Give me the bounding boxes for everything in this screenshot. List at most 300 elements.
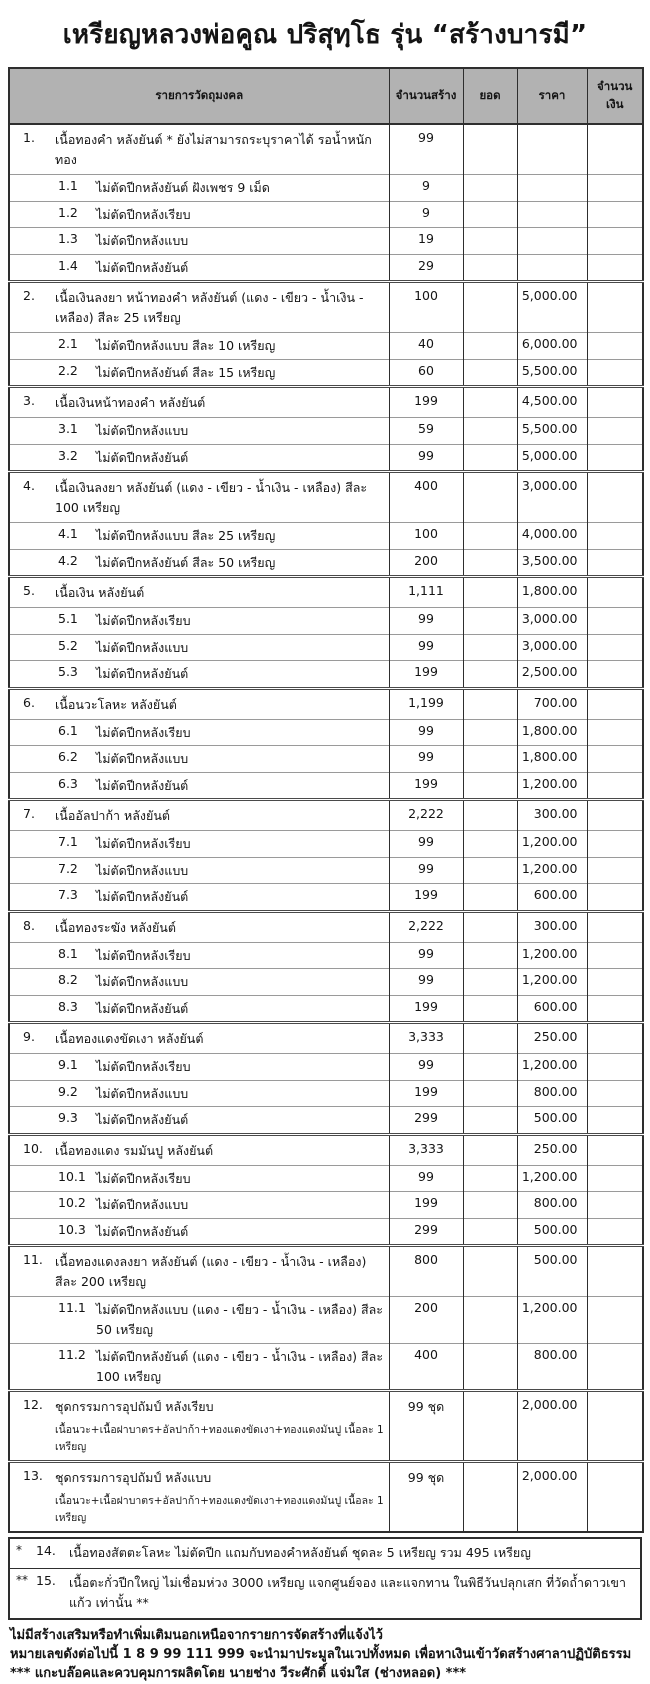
item-text: ไม่ตัดปีกหลังเรียบ bbox=[96, 613, 191, 628]
total-cell bbox=[463, 772, 517, 800]
item-text: ไม่ตัดปีกหลังยันต์ bbox=[96, 777, 189, 793]
quantity-cell: 99 bbox=[389, 746, 463, 773]
price-cell: 1,200.00 bbox=[517, 831, 587, 858]
item-description-cell bbox=[9, 1343, 389, 1391]
item-number: 3.2 bbox=[58, 447, 78, 463]
item-number: 6.2 bbox=[58, 749, 78, 764]
table-row bbox=[9, 800, 643, 831]
table-row bbox=[9, 1107, 643, 1135]
item-number: 8. bbox=[23, 917, 35, 933]
quantity-cell: 199 bbox=[389, 995, 463, 1023]
quantity-cell: 200 bbox=[389, 549, 463, 577]
item-description-cell bbox=[9, 995, 389, 1023]
item-description-cell bbox=[9, 746, 389, 773]
item-number: 7.3 bbox=[58, 887, 78, 902]
amount-cell bbox=[587, 1462, 643, 1533]
item-text: ไม่ตัดปีกหลังแบบ bbox=[96, 639, 189, 655]
amount-cell bbox=[587, 523, 643, 550]
price-cell: 300.00 bbox=[517, 800, 587, 831]
item-description-cell bbox=[9, 661, 389, 689]
price-cell: 6,000.00 bbox=[517, 333, 587, 360]
item-text: ไม่ตัดปีกหลังแบบ สีละ 25 เหรียญ bbox=[96, 528, 276, 543]
item-text: เนื้อทองคำ หลังยันต์ * ยังไม่สามารถระบุราคาได้ รอน้ำหนักทอง bbox=[55, 132, 372, 167]
amount-cell bbox=[587, 1165, 643, 1192]
price-cell: 4,500.00 bbox=[517, 387, 587, 418]
price-cell: 5,500.00 bbox=[517, 418, 587, 445]
item-description-cell bbox=[9, 969, 389, 996]
table-row bbox=[9, 1080, 643, 1107]
total-cell bbox=[463, 549, 517, 577]
note-line: หมายเลขดังต่อไปนี้ 1 8 9 99 111 999 จะนำมาประมูลในเวปทั้งหมด เพื่อหาเงินเข้าวัดสร้างศาลาปฏิบัติธรรม bbox=[10, 1646, 632, 1662]
item-description-cell bbox=[9, 577, 389, 608]
amount-cell bbox=[587, 1218, 643, 1246]
amount-cell bbox=[587, 549, 643, 577]
quantity-cell: 800 bbox=[389, 1246, 463, 1297]
item-number: 4.2 bbox=[58, 552, 78, 568]
item-number: 5.3 bbox=[58, 664, 78, 679]
item-description-cell bbox=[9, 523, 389, 550]
amount-cell bbox=[587, 359, 643, 387]
item-text: เนื้อนวะโลหะ หลังยันต์ bbox=[55, 696, 177, 712]
item-description-cell bbox=[9, 124, 389, 175]
item-text: ไม่ตัดปีกหลังแบบ bbox=[96, 974, 189, 989]
price-cell: 250.00 bbox=[517, 1134, 587, 1165]
amount-cell bbox=[587, 175, 643, 202]
table-row bbox=[9, 1218, 643, 1246]
amount-cell bbox=[587, 254, 643, 282]
total-cell bbox=[463, 1054, 517, 1081]
amount-cell bbox=[587, 472, 643, 523]
table-row bbox=[9, 254, 643, 282]
table-row bbox=[9, 857, 643, 884]
item-text: เนื้อเงินลงยา หน้าทองคำ หลังยันต์ (แดง - เขียว - น้ำเงิน - เหลือง) สีละ 25 เหรียญ bbox=[55, 290, 364, 325]
price-cell: 3,000.00 bbox=[517, 608, 587, 635]
price-cell: 700.00 bbox=[517, 688, 587, 719]
item-number: 7.1 bbox=[58, 834, 78, 849]
amount-cell bbox=[587, 1080, 643, 1107]
item-text: ไม่ตัดปีกหลังแบบ (แดง - เขียว - น้ำเงิน - เหลือง) สีละ 50 เหรียญ bbox=[96, 1302, 383, 1337]
quantity-cell: 100 bbox=[389, 523, 463, 550]
table-row bbox=[9, 1134, 643, 1165]
item-description-cell bbox=[9, 1218, 389, 1246]
total-cell bbox=[463, 1297, 517, 1344]
total-cell bbox=[463, 1165, 517, 1192]
table-row bbox=[9, 1391, 643, 1462]
item-number: 11.1 bbox=[58, 1300, 86, 1315]
item-number: 5.2 bbox=[58, 637, 78, 653]
price-cell: 2,500.00 bbox=[517, 661, 587, 689]
item-text: ไม่ตัดปีกหลังแบบ bbox=[96, 233, 189, 248]
quantity-cell: 99 bbox=[389, 634, 463, 661]
table-row bbox=[9, 124, 643, 175]
item-text: ไม่ตัดปีกหลังยันต์ สีละ 15 เหรียญ bbox=[96, 364, 276, 380]
quantity-cell: 200 bbox=[389, 1297, 463, 1344]
total-cell bbox=[463, 634, 517, 661]
quantity-cell: 99 bbox=[389, 831, 463, 858]
amount-cell bbox=[587, 228, 643, 255]
price-cell: 500.00 bbox=[517, 1218, 587, 1246]
total-cell bbox=[463, 282, 517, 333]
table-row bbox=[9, 1054, 643, 1081]
total-cell bbox=[463, 124, 517, 175]
amount-cell bbox=[587, 746, 643, 773]
amount-cell bbox=[587, 1023, 643, 1054]
footnote-mark: * bbox=[16, 1543, 22, 1557]
total-cell bbox=[463, 523, 517, 550]
quantity-cell: 2,222 bbox=[389, 800, 463, 831]
column-header-quantity: จำนวนสร้าง bbox=[389, 68, 463, 124]
amulet-price-table bbox=[8, 67, 644, 1533]
item-text: เนื้อเงินลงยา หลังยันต์ (แดง - เขียว - น้ำเงิน - เหลือง) สีละ 100 เหรียญ bbox=[55, 480, 368, 515]
table-row bbox=[9, 661, 643, 689]
table-row bbox=[9, 228, 643, 255]
quantity-cell: 9 bbox=[389, 175, 463, 202]
item-number: 13. bbox=[23, 1468, 43, 1483]
price-cell: 1,800.00 bbox=[517, 719, 587, 746]
item-text: เนื้อทองแดง รมมันปู หลังยันต์ bbox=[55, 1142, 214, 1158]
item-description-cell bbox=[9, 359, 389, 387]
item-description-cell bbox=[9, 772, 389, 800]
amount-cell bbox=[587, 884, 643, 912]
total-cell bbox=[463, 800, 517, 831]
item-number: 9.3 bbox=[58, 1110, 78, 1125]
item-description-cell bbox=[9, 1080, 389, 1107]
total-cell bbox=[463, 387, 517, 418]
item-text: ไม่ตัดปีกหลังแบบ bbox=[96, 751, 189, 766]
total-cell bbox=[463, 359, 517, 387]
total-cell bbox=[463, 1023, 517, 1054]
table-row bbox=[9, 1462, 643, 1533]
total-cell bbox=[463, 942, 517, 969]
total-cell bbox=[463, 1192, 517, 1219]
item-text: เนื้อทองระฆัง หลังยันต์ bbox=[55, 919, 176, 935]
item-number: 6.3 bbox=[58, 775, 78, 791]
price-cell: 4,000.00 bbox=[517, 523, 587, 550]
quantity-cell: 9 bbox=[389, 201, 463, 228]
amount-cell bbox=[587, 201, 643, 228]
price-cell: 600.00 bbox=[517, 995, 587, 1023]
column-header-total: ยอด bbox=[463, 68, 517, 124]
price-cell: 500.00 bbox=[517, 1107, 587, 1135]
item-number: 1.2 bbox=[58, 204, 78, 220]
total-cell bbox=[463, 911, 517, 942]
total-cell bbox=[463, 228, 517, 255]
total-cell bbox=[463, 201, 517, 228]
quantity-cell: 400 bbox=[389, 472, 463, 523]
amount-cell bbox=[587, 1107, 643, 1135]
total-cell bbox=[463, 688, 517, 719]
item-number: 3. bbox=[23, 393, 35, 408]
item-description-cell bbox=[9, 201, 389, 228]
item-description-cell bbox=[9, 1134, 389, 1165]
footnote-number: 14. bbox=[36, 1543, 56, 1558]
total-cell bbox=[463, 995, 517, 1023]
table-row bbox=[9, 472, 643, 523]
column-header-amount: จำนวนเงิน bbox=[587, 68, 643, 124]
total-cell bbox=[463, 831, 517, 858]
item-description-cell bbox=[9, 1192, 389, 1219]
item-description-cell bbox=[9, 1297, 389, 1344]
quantity-cell: 199 bbox=[389, 387, 463, 418]
item-number: 9.1 bbox=[58, 1057, 78, 1072]
table-row bbox=[9, 1343, 643, 1391]
table-row bbox=[9, 688, 643, 719]
footnote-box bbox=[8, 1537, 642, 1620]
item-number: 12. bbox=[23, 1397, 43, 1412]
table-row bbox=[9, 884, 643, 912]
quantity-cell: 299 bbox=[389, 1218, 463, 1246]
note-line: *** แกะบล๊อคและควบคุมการผลิตโดย นายช่าง วีระศักดิ์ แจ่มใส (ช่างหลอด) *** bbox=[10, 1665, 467, 1681]
amount-cell bbox=[587, 1246, 643, 1297]
item-number: 10.1 bbox=[58, 1168, 86, 1184]
item-number: 3.1 bbox=[58, 421, 78, 436]
item-number: 6.1 bbox=[58, 722, 78, 738]
quantity-cell: 99 bbox=[389, 124, 463, 175]
item-number: 6. bbox=[23, 694, 35, 710]
item-description-cell bbox=[9, 608, 389, 635]
amount-cell bbox=[587, 444, 643, 472]
quantity-cell: 99 bbox=[389, 969, 463, 996]
item-text: ไม่ตัดปีกหลังเรียบ bbox=[96, 836, 191, 851]
item-text: ชุดกรรมการอุปถัมป์ หลังเรียบ bbox=[55, 1399, 214, 1414]
table-body bbox=[9, 124, 643, 1532]
price-cell: 2,000.00 bbox=[517, 1391, 587, 1462]
item-number: 9.2 bbox=[58, 1083, 78, 1099]
price-cell: 800.00 bbox=[517, 1192, 587, 1219]
item-number: 11.2 bbox=[58, 1346, 86, 1362]
footnote-number: 15. bbox=[36, 1573, 56, 1588]
quantity-cell: 99 bbox=[389, 857, 463, 884]
price-cell: 1,800.00 bbox=[517, 746, 587, 773]
price-cell: 3,000.00 bbox=[517, 472, 587, 523]
total-cell bbox=[463, 418, 517, 445]
item-text: ไม่ตัดปีกหลังยันต์ (แดง - เขียว - น้ำเงิน - เหลือง) สีละ 100 เหรียญ bbox=[96, 1348, 384, 1384]
item-text: ไม่ตัดปีกหลังแบบ bbox=[96, 1085, 189, 1101]
item-number: 4.1 bbox=[58, 526, 78, 541]
total-cell bbox=[463, 254, 517, 282]
item-text: ไม่ตัดปีกหลังยันต์ bbox=[96, 666, 189, 681]
table-row bbox=[9, 1192, 643, 1219]
price-cell: 1,200.00 bbox=[517, 1054, 587, 1081]
amount-cell bbox=[587, 1192, 643, 1219]
amount-cell bbox=[587, 661, 643, 689]
item-description-cell bbox=[9, 387, 389, 418]
price-cell bbox=[517, 124, 587, 175]
price-cell: 2,000.00 bbox=[517, 1462, 587, 1533]
quantity-cell: 40 bbox=[389, 333, 463, 360]
quantity-cell: 59 bbox=[389, 418, 463, 445]
item-number: 8.3 bbox=[58, 998, 78, 1014]
column-header-description: รายการวัดถุมงคล bbox=[9, 68, 389, 124]
quantity-cell: 60 bbox=[389, 359, 463, 387]
item-number: 2.2 bbox=[58, 362, 78, 378]
amount-cell bbox=[587, 1297, 643, 1344]
amount-cell bbox=[587, 1343, 643, 1391]
table-row bbox=[9, 719, 643, 746]
amount-cell bbox=[587, 719, 643, 746]
item-number: 7.2 bbox=[58, 860, 78, 876]
quantity-cell: 400 bbox=[389, 1343, 463, 1391]
table-row bbox=[9, 418, 643, 445]
total-cell bbox=[463, 1080, 517, 1107]
item-text: ไม่ตัดปีกหลังยันต์ ฝังเพชร 9 เม็ด bbox=[96, 180, 270, 195]
quantity-cell: 1,199 bbox=[389, 688, 463, 719]
table-row bbox=[9, 523, 643, 550]
total-cell bbox=[463, 969, 517, 996]
table-row bbox=[9, 942, 643, 969]
item-text: เนื้อทองแดงลงยา หลังยันต์ (แดง - เขียว - น้ำเงิน - เหลือง) สีละ 200 เหรียญ bbox=[55, 1254, 367, 1289]
quantity-cell: 29 bbox=[389, 254, 463, 282]
item-subtext: เนื้อนวะ+เนื้อฝาบาตร+อัลปาก้า+ทองแดงขัดเงา+ทองแดงมันปู เนื้อละ 1 เหรียญ bbox=[55, 1424, 384, 1453]
price-cell: 5,000.00 bbox=[517, 444, 587, 472]
item-number: 1.4 bbox=[58, 257, 78, 273]
price-cell bbox=[517, 201, 587, 228]
amount-cell bbox=[587, 608, 643, 635]
item-text: ไม่ตัดปีกหลังยันต์ bbox=[96, 1112, 189, 1127]
table-row bbox=[9, 746, 643, 773]
amount-cell bbox=[587, 772, 643, 800]
table-row bbox=[9, 1165, 643, 1192]
quantity-cell: 99 bbox=[389, 942, 463, 969]
item-number: 5.1 bbox=[58, 611, 78, 626]
item-description-cell bbox=[9, 444, 389, 472]
item-description-cell bbox=[9, 1246, 389, 1297]
item-description-cell bbox=[9, 418, 389, 445]
total-cell bbox=[463, 884, 517, 912]
total-cell bbox=[463, 661, 517, 689]
price-cell bbox=[517, 175, 587, 202]
total-cell bbox=[463, 333, 517, 360]
total-cell bbox=[463, 608, 517, 635]
item-text: ไม่ตัดปีกหลังแบบ bbox=[96, 862, 189, 878]
item-number: 10. bbox=[23, 1140, 43, 1156]
amount-cell bbox=[587, 387, 643, 418]
item-text: ไม่ตัดปีกหลังเรียบ bbox=[96, 724, 191, 740]
table-header bbox=[9, 68, 643, 124]
item-description-cell bbox=[9, 911, 389, 942]
item-description-cell bbox=[9, 1462, 389, 1533]
price-cell: 1,200.00 bbox=[517, 969, 587, 996]
table-row bbox=[9, 359, 643, 387]
table-row bbox=[9, 608, 643, 635]
item-number: 8.2 bbox=[58, 972, 78, 987]
item-description-cell bbox=[9, 800, 389, 831]
item-description-cell bbox=[9, 254, 389, 282]
page-title: เหรียญหลวงพ่อคูณ ปริสุทฺโธ รุ่น “สร้างบารมี” bbox=[62, 20, 588, 50]
total-cell bbox=[463, 1246, 517, 1297]
total-cell bbox=[463, 719, 517, 746]
total-cell bbox=[463, 1343, 517, 1391]
item-number: 1.1 bbox=[58, 178, 78, 193]
item-text: เนื้อเงินหน้าทองคำ หลังยันต์ bbox=[55, 395, 206, 410]
table-row bbox=[9, 1023, 643, 1054]
quantity-cell: 3,333 bbox=[389, 1023, 463, 1054]
table-row bbox=[9, 831, 643, 858]
quantity-cell: 19 bbox=[389, 228, 463, 255]
item-description-cell bbox=[9, 1054, 389, 1081]
amount-cell bbox=[587, 857, 643, 884]
item-number: 11. bbox=[23, 1252, 43, 1267]
quantity-cell: 1,111 bbox=[389, 577, 463, 608]
quantity-cell: 99 bbox=[389, 719, 463, 746]
total-cell bbox=[463, 175, 517, 202]
item-number: 1.3 bbox=[58, 231, 78, 246]
table-row bbox=[9, 175, 643, 202]
item-number: 2.1 bbox=[58, 336, 78, 351]
amount-cell bbox=[587, 577, 643, 608]
quantity-cell: 100 bbox=[389, 282, 463, 333]
quantity-cell: 99 bbox=[389, 1054, 463, 1081]
item-description-cell bbox=[9, 175, 389, 202]
item-text: ไม่ตัดปีกหลังยันต์ bbox=[96, 889, 189, 904]
table-row bbox=[9, 282, 643, 333]
quantity-cell: 99 ชุด bbox=[389, 1391, 463, 1462]
quantity-cell: 199 bbox=[389, 772, 463, 800]
item-number: 1. bbox=[23, 130, 35, 145]
quantity-cell: 199 bbox=[389, 884, 463, 912]
price-cell: 1,200.00 bbox=[517, 857, 587, 884]
item-text: ไม่ตัดปีกหลังแบบ bbox=[96, 423, 189, 438]
item-description-cell bbox=[9, 333, 389, 360]
item-number: 4. bbox=[23, 478, 35, 493]
footnote-mark: ** bbox=[16, 1573, 28, 1587]
table-row bbox=[9, 577, 643, 608]
total-cell bbox=[463, 577, 517, 608]
item-number: 8.1 bbox=[58, 945, 78, 961]
quantity-cell: 3,333 bbox=[389, 1134, 463, 1165]
item-text: ชุดกรรมการอุปถัมป์ หลังแบบ bbox=[55, 1470, 212, 1485]
price-cell: 500.00 bbox=[517, 1246, 587, 1297]
total-cell bbox=[463, 444, 517, 472]
quantity-cell: 99 ชุด bbox=[389, 1462, 463, 1533]
table-row bbox=[9, 201, 643, 228]
table-row bbox=[9, 333, 643, 360]
total-cell bbox=[463, 1134, 517, 1165]
footnote-row bbox=[10, 1568, 640, 1618]
item-text: ไม่ตัดปีกหลังยันต์ bbox=[96, 1000, 189, 1016]
item-description-cell bbox=[9, 1107, 389, 1135]
item-text: เนื้อเงิน หลังยันต์ bbox=[55, 585, 145, 600]
item-description-cell bbox=[9, 719, 389, 746]
table-row bbox=[9, 549, 643, 577]
item-text: ไม่ตัดปีกหลังเรียบ bbox=[96, 206, 191, 222]
quantity-cell: 99 bbox=[389, 444, 463, 472]
item-text: ไม่ตัดปีกหลังยันต์ สีละ 50 เหรียญ bbox=[96, 554, 276, 570]
price-cell: 1,200.00 bbox=[517, 1165, 587, 1192]
item-description-cell bbox=[9, 1023, 389, 1054]
price-cell bbox=[517, 228, 587, 255]
quantity-cell: 2,222 bbox=[389, 911, 463, 942]
footnote-text: เนื้อทองสัตตะโลหะ ไม่ตัดปีก แถมกับทองคำหลังยันต์ ชุดละ 5 เหรียญ รวม 495 เหรียญ bbox=[69, 1545, 531, 1560]
price-cell: 800.00 bbox=[517, 1343, 587, 1391]
table-row bbox=[9, 1246, 643, 1297]
item-description-cell bbox=[9, 831, 389, 858]
amount-cell bbox=[587, 942, 643, 969]
price-cell: 600.00 bbox=[517, 884, 587, 912]
amount-cell bbox=[587, 911, 643, 942]
amount-cell bbox=[587, 418, 643, 445]
total-cell bbox=[463, 1391, 517, 1462]
amount-cell bbox=[587, 634, 643, 661]
amount-cell bbox=[587, 831, 643, 858]
item-number: 10.3 bbox=[58, 1221, 86, 1237]
total-cell bbox=[463, 472, 517, 523]
item-number: 5. bbox=[23, 583, 35, 598]
item-number: 2. bbox=[23, 288, 35, 303]
amount-cell bbox=[587, 124, 643, 175]
price-cell: 5,500.00 bbox=[517, 359, 587, 387]
item-number: 7. bbox=[23, 806, 35, 821]
